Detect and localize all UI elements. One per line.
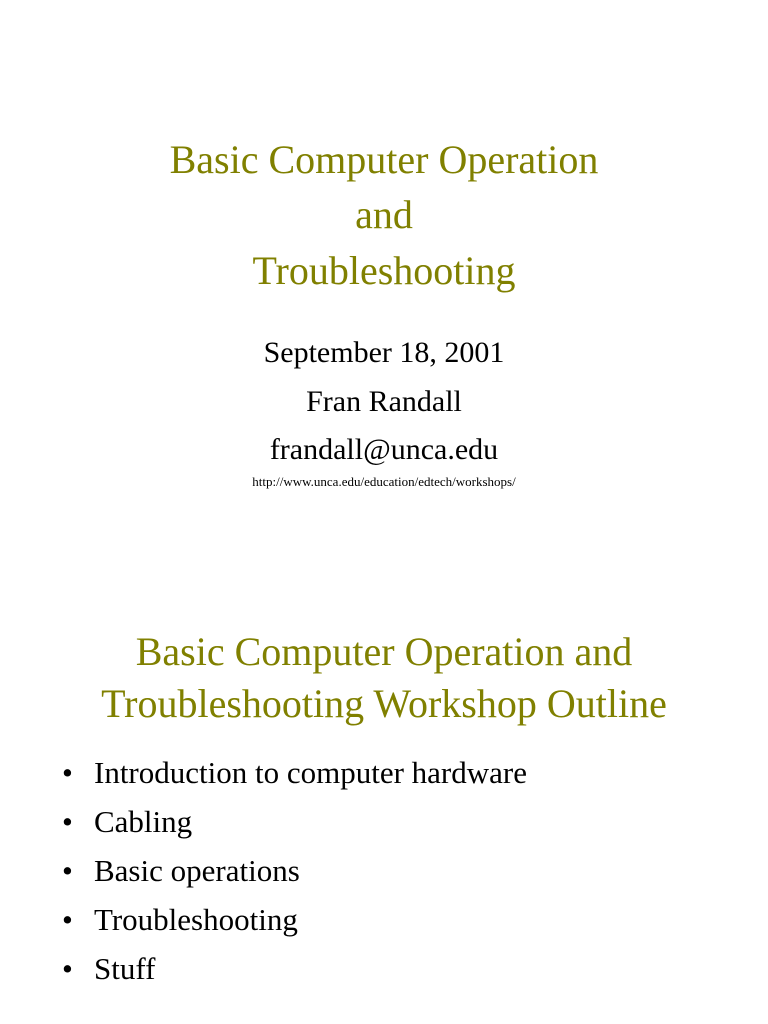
author-name: Fran Randall (306, 385, 462, 418)
workshop-url: http://www.unca.edu/education/edtech/workshops/ (252, 474, 516, 489)
list-item (0, 748, 768, 797)
outline-slide (0, 512, 768, 1024)
bullet-icon: • (62, 853, 73, 888)
slide-title-line-3: Troubleshooting (252, 248, 516, 293)
bullet-icon: • (62, 755, 73, 790)
bullet-icon: • (62, 951, 73, 986)
list-item (0, 895, 768, 944)
list-item-text: Basic operations (94, 853, 300, 888)
bullet-icon: • (62, 804, 73, 839)
list-item-text: Introduction to computer hardware (94, 755, 527, 790)
list-item (0, 797, 768, 846)
list-item (0, 944, 768, 993)
list-item-text: Stuff (94, 951, 156, 986)
bullet-icon: • (62, 902, 73, 937)
outline-list (0, 748, 768, 993)
outline-title-line-2: Troubleshooting Workshop Outline (101, 681, 667, 726)
list-item (0, 846, 768, 895)
presentation-date: September 18, 2001 (263, 336, 505, 369)
list-item-text: Cabling (94, 804, 193, 839)
slide-title-line-2: and (355, 192, 413, 237)
outline-title-line-1: Basic Computer Operation and (135, 629, 633, 674)
list-item-text: Troubleshooting (94, 902, 298, 937)
slide-title-line-1: Basic Computer Operation (169, 137, 599, 182)
author-email: frandall@unca.edu (269, 433, 499, 466)
